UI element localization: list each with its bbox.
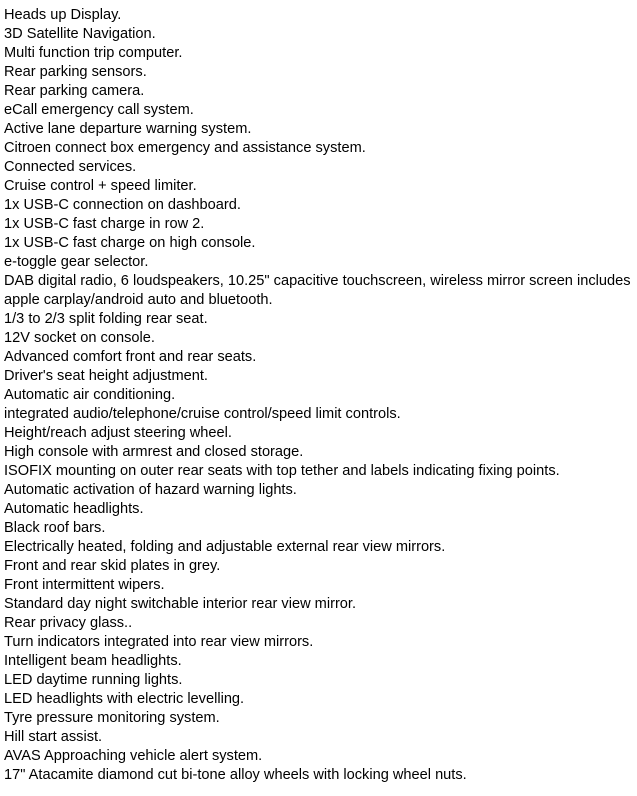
list-item: 3D Satellite Navigation. xyxy=(4,26,156,42)
list-item: Heads up Display. xyxy=(4,7,122,23)
list-item: 17" Atacamite diamond cut bi-tone alloy wheels with locking wheel nuts. xyxy=(4,767,467,783)
list-item: Automatic headlights. xyxy=(4,501,144,517)
list-item: Black roof bars. xyxy=(4,520,106,536)
list-item: 1/3 to 2/3 split folding rear seat. xyxy=(4,311,208,327)
list-item: Automatic activation of hazard warning lights. xyxy=(4,482,297,498)
list-item: High console with armrest and closed storage. xyxy=(4,444,304,460)
list-item: Front intermittent wipers. xyxy=(4,577,165,593)
list-item: AVAS Approaching vehicle alert system. xyxy=(4,748,263,764)
list-item: Active lane departure warning system. xyxy=(4,121,252,137)
list-item: eCall emergency call system. xyxy=(4,102,194,118)
list-item: 1x USB-C fast charge in row 2. xyxy=(4,216,205,232)
list-item: DAB digital radio, 6 loudspeakers, 10.25" capacitive touchscreen, wireless mirror screen includes apple carplay/android auto and bluetooth. xyxy=(4,273,631,308)
list-item: 1x USB-C connection on dashboard. xyxy=(4,197,241,213)
list-item: e-toggle gear selector. xyxy=(4,254,149,270)
list-item: Multi function trip computer. xyxy=(4,45,183,61)
list-item: integrated audio/telephone/cruise control/speed limit controls. xyxy=(4,406,401,422)
list-item: Turn indicators integrated into rear view mirrors. xyxy=(4,634,314,650)
list-item: 12V socket on console. xyxy=(4,330,155,346)
list-item: LED daytime running lights. xyxy=(4,672,183,688)
list-item: Front and rear skid plates in grey. xyxy=(4,558,221,574)
list-item: Driver's seat height adjustment. xyxy=(4,368,208,384)
list-item: Tyre pressure monitoring system. xyxy=(4,710,220,726)
feature-list xyxy=(4,6,634,785)
list-item: LED headlights with electric levelling. xyxy=(4,691,245,707)
list-item: Cruise control + speed limiter. xyxy=(4,178,197,194)
list-item: Automatic air conditioning. xyxy=(4,387,176,403)
list-item: Height/reach adjust steering wheel. xyxy=(4,425,232,441)
list-item: Rear parking sensors. xyxy=(4,64,147,80)
list-item: Standard day night switchable interior rear view mirror. xyxy=(4,596,357,612)
list-item: Rear parking camera. xyxy=(4,83,145,99)
list-item: 1x USB-C fast charge on high console. xyxy=(4,235,256,251)
list-item: Rear privacy glass.. xyxy=(4,615,133,631)
list-item: Electrically heated, folding and adjustable external rear view mirrors. xyxy=(4,539,446,555)
list-item: Intelligent beam headlights. xyxy=(4,653,182,669)
list-item: Advanced comfort front and rear seats. xyxy=(4,349,257,365)
list-item: Hill start assist. xyxy=(4,729,103,745)
list-item: ISOFIX mounting on outer rear seats with top tether and labels indicating fixing points. xyxy=(4,463,560,479)
list-item: Connected services. xyxy=(4,159,137,175)
list-item: Citroen connect box emergency and assistance system. xyxy=(4,140,366,156)
